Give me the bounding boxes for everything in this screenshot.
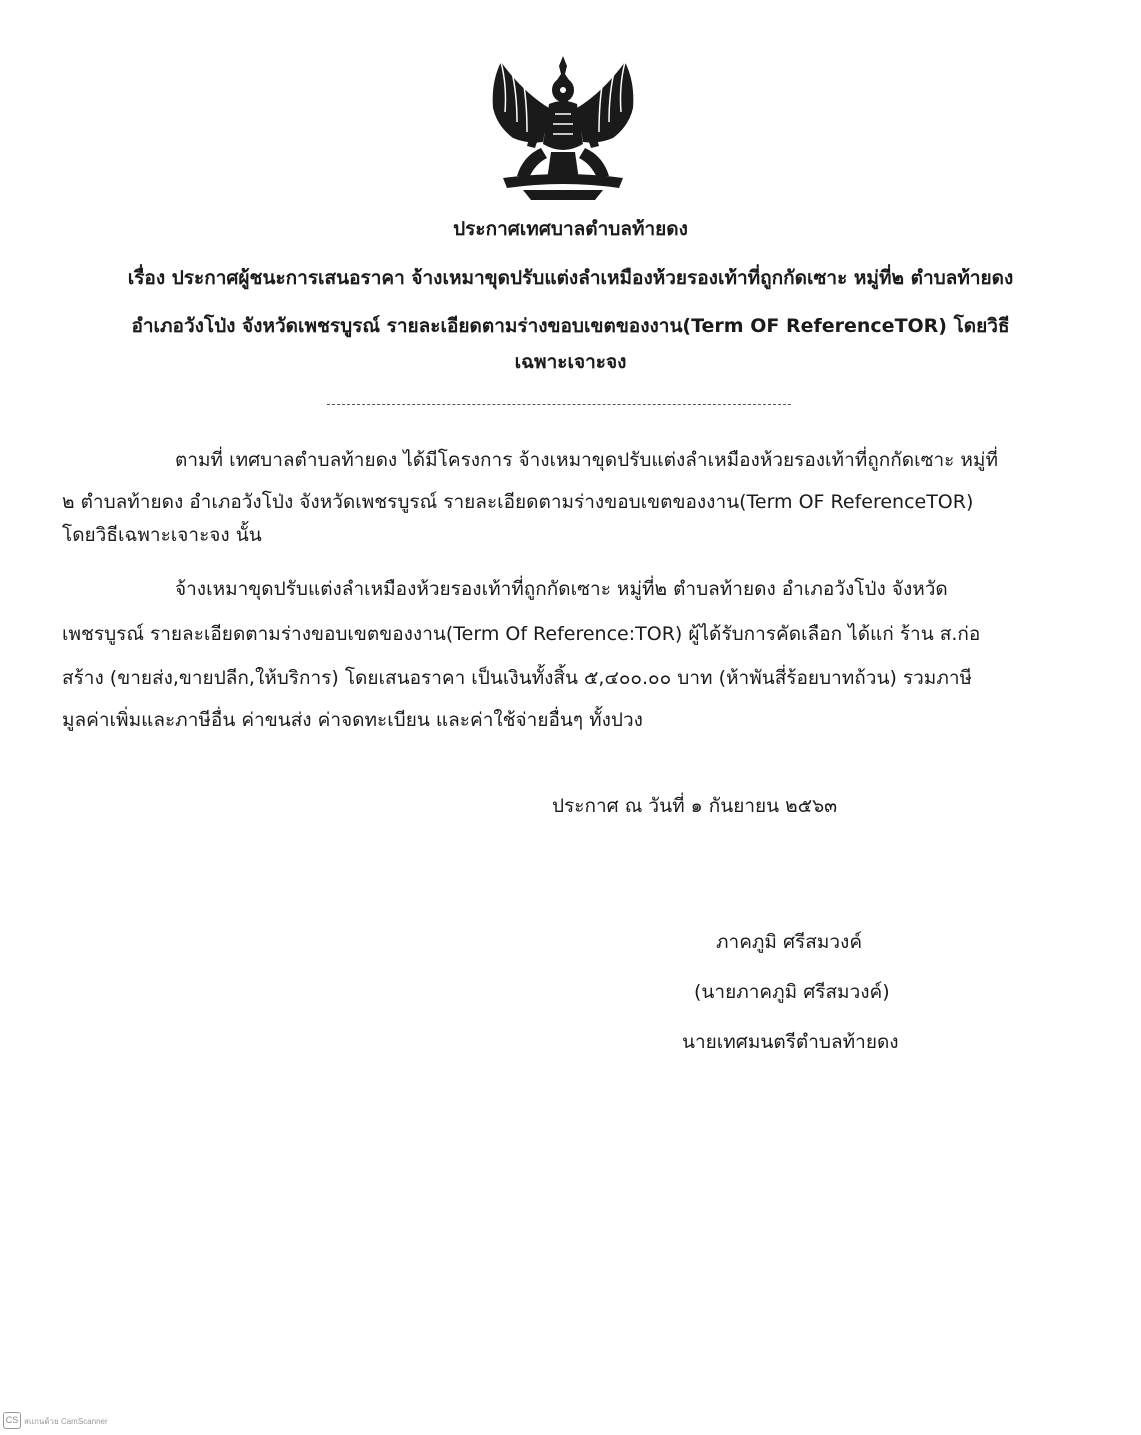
signature-name: ภาคภูมิ ศรีสมวงค์ [716,931,863,953]
signature-position: นายเทศมนตรีตำบลท้ายดง [682,1031,899,1053]
camscanner-watermark: สแกนด้วย CamScanner [24,1417,108,1426]
announcement-date: ประกาศ ณ วันที่ ๑ กันยายน ๒๕๖๓ [552,795,838,817]
subject-line-2: อำเภอวังโป่ง จังหวัดเพชรบูรณ์ รายละเอียดตามร่างขอบเขตของงาน(Term OF ReferenceTOR) โดยวิธี [131,315,1010,337]
paragraph-1-line: ตามที่ เทศบาลตำบลท้ายดง ได้มีโครงการ จ้างเหมาขุดปรับแต่งลำเหมืองห้วยรองเท้าที่ถูกกัดเซาะ หมู่ที่ [175,449,998,471]
signature-full-name: (นายภาคภูมิ ศรีสมวงค์) [694,981,890,1003]
subject-line-3: เฉพาะเจาะจง [514,351,627,373]
paragraph-2-line: เพชรบูรณ์ รายละเอียดตามร่างขอบเขตของงาน(Term Of Reference:TOR) ผู้ได้รับการคัดเลือก ได้แก่ ร้าน ส.ก่อ [62,623,981,645]
paragraph-2-line: สร้าง (ขายส่ง,ขายปลีก,ให้บริการ) โดยเสนอราคา เป็นเงินทั้งสิ้น ๕,๔๐๐.๐๐ บาท (ห้าพันสี่ร้อยบาทถ้วน) รวมภาษี [62,667,973,689]
announcement-title: ประกาศเทศบาลตำบลท้ายดง [453,218,688,240]
paragraph-1-line: โดยวิธีเฉพาะเจาะจง นั้น [62,524,262,546]
paragraph-2-line: จ้างเหมาขุดปรับแต่งลำเหมืองห้วยรองเท้าที่ถูกกัดเซาะ หมู่ที่๒ ตำบลท้ายดง อำเภอวังโป่ง จังหวัด [175,578,948,600]
header-divider [327,404,791,405]
camscanner-logo-icon: CS [3,1412,21,1429]
subject-line-1: เรื่อง ประกาศผู้ชนะการเสนอราคา จ้างเหมาขุดปรับแต่งลำเหมืองห้วยรองเท้าที่ถูกกัดเซาะ หมู่ที่๒ ตำบลท้ายดง [127,267,1014,289]
paragraph-2-line: มูลค่าเพิ่มและภาษีอื่น ค่าขนส่ง ค่าจดทะเบียน และค่าใช้จ่ายอื่นๆ ทั้งปวง [62,709,643,731]
paragraph-1-line: ๒ ตำบลท้ายดง อำเภอวังโป่ง จังหวัดเพชรบูรณ์ รายละเอียดตามร่างขอบเขตของงาน(Term OF ReferenceTOR) [62,491,974,513]
garuda-emblem [483,52,643,202]
